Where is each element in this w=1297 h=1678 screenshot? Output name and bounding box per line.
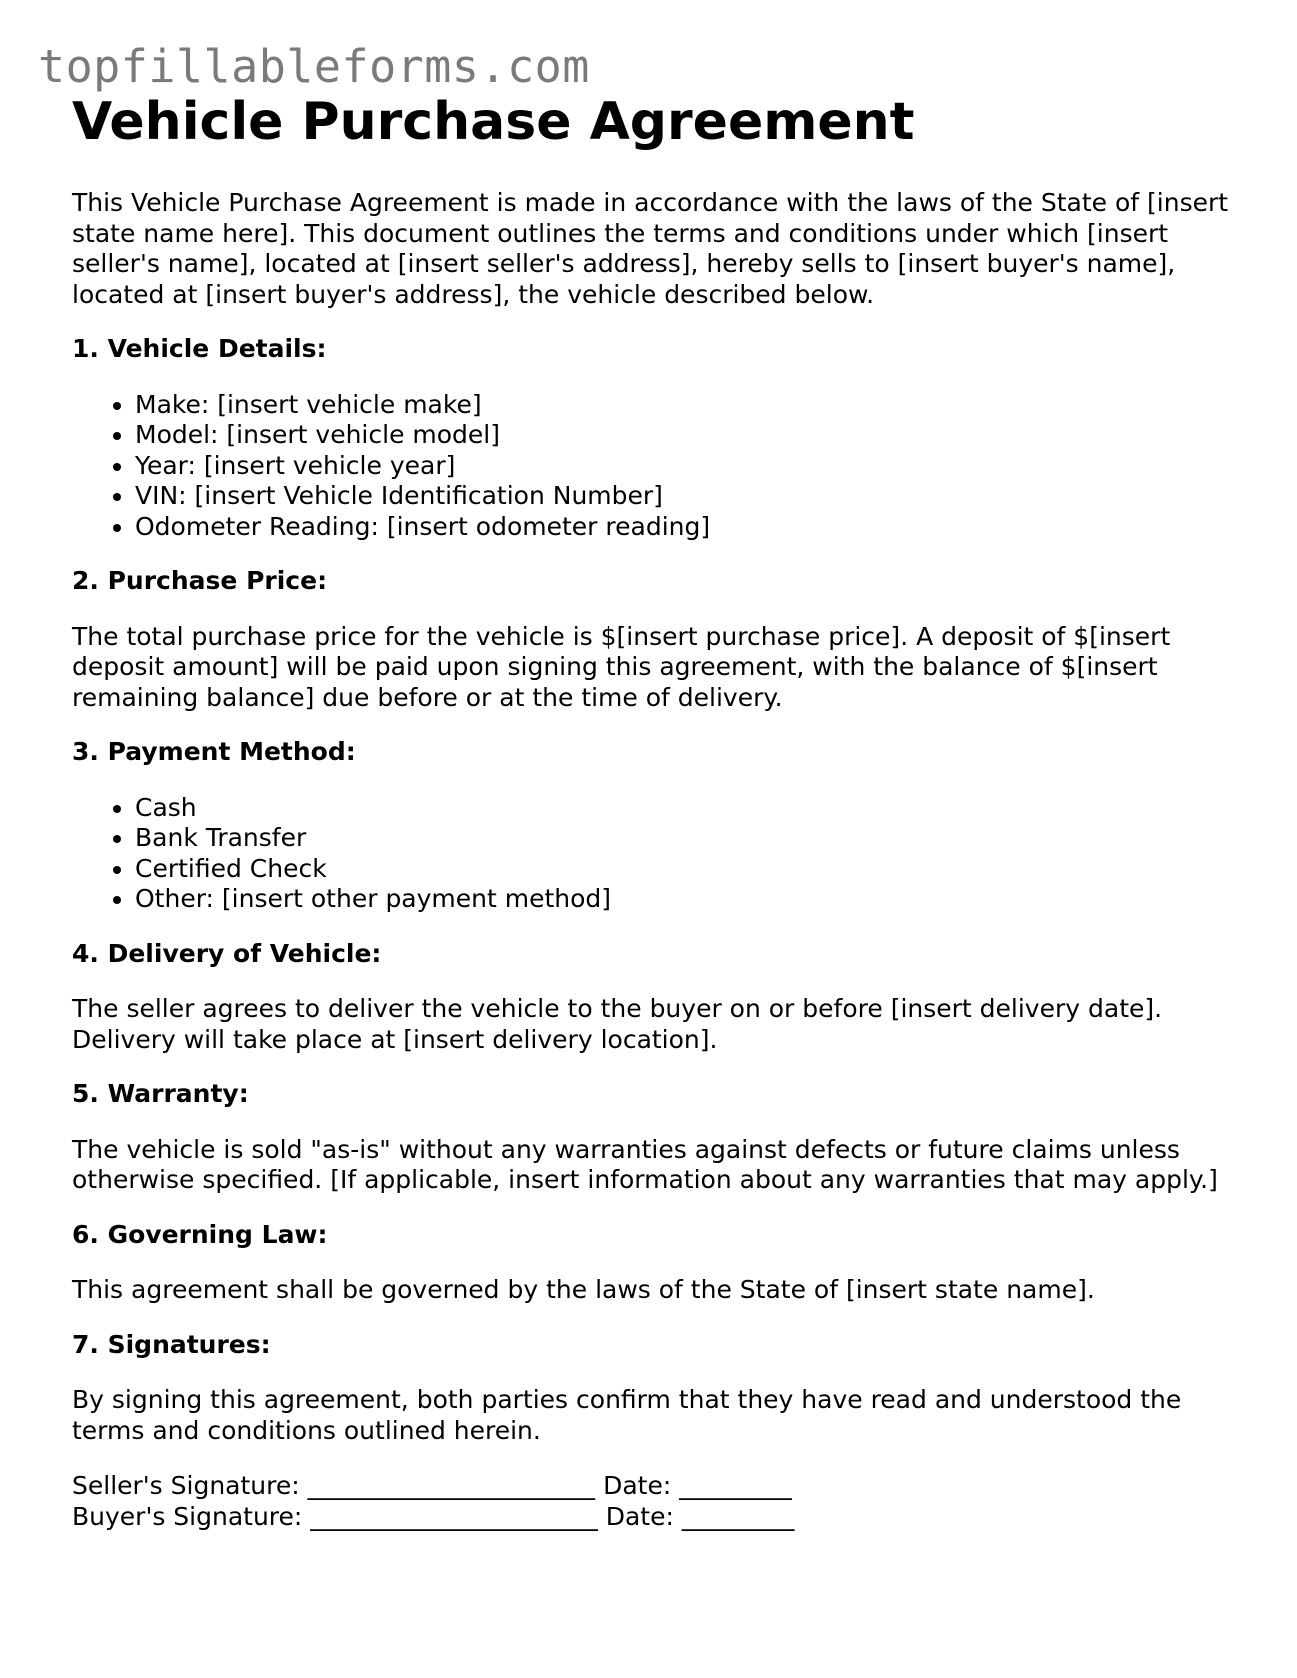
section-heading-payment-method: 3. Payment Method:: [72, 737, 356, 766]
section-heading-purchase-price: 2. Purchase Price:: [72, 566, 328, 595]
page-title: Vehicle Purchase Agreement: [72, 92, 915, 152]
buyer-signature-line: Buyer's Signature: _______________________ Date: _________: [72, 1501, 795, 1531]
list-item-other: • Other: [insert other payment method]: [135, 884, 1232, 915]
delivery-paragraph: The seller agrees to deliver the vehicle to the buyer on or before [insert delivery date]. Delivery will take place at [insert delivery location].: [72, 994, 1163, 1054]
section-heading-signatures: 7. Signatures:: [72, 1329, 271, 1359]
seller-signature-line: Seller's Signature: _______________________ Date: _________: [72, 1471, 792, 1500]
signature-block: [72, 1471, 1232, 1532]
warranty-paragraph: The vehicle is sold "as-is" without any warranties against defects or future claims unless otherwise specified. [If applicable, insert information about any warranties that may apply.]: [72, 1134, 1218, 1194]
section-vehicle-details: [72, 334, 1232, 542]
watermark-site-name: topfillableforms.com: [38, 40, 590, 93]
list-item-odometer: • Odometer Reading: [insert odometer reading]: [135, 512, 1232, 543]
list-item-cash: • Cash: [135, 793, 1232, 824]
section-heading-delivery: 4. Delivery of Vehicle:: [72, 938, 382, 968]
section-signatures: [72, 1330, 1232, 1533]
section-heading-warranty: 5. Warranty:: [72, 1079, 249, 1108]
agreement-document: [72, 86, 1232, 1532]
signatures-paragraph: By signing this agreement, both parties confirm that they have read and understood the terms and conditions outlined herein.: [72, 1385, 1182, 1445]
section-payment-method: [72, 737, 1232, 915]
intro-paragraph: This Vehicle Purchase Agreement is made in accordance with the laws of the State of [insert state name here]. This document outlines the terms and conditions under which [insert seller's name], located at [insert seller's address], hereby sells to [insert buyer's name], located at [insert buyer's address], the vehicle described below.: [72, 188, 1229, 309]
list-item-certified-check: • Certified Check: [135, 854, 1232, 885]
section-delivery: [72, 939, 1232, 1056]
payment-method-list: [72, 793, 1232, 915]
list-item-year: • Year: [insert vehicle year]: [135, 451, 1232, 482]
purchase-price-paragraph: The total purchase price for the vehicle is $[insert purchase price]. A deposit of $[insert deposit amount] will be paid upon signing this agreement, with the balance of $[insert remaining balance] due before or at the time of delivery.: [72, 621, 1171, 712]
section-warranty: [72, 1079, 1232, 1196]
section-governing-law: [72, 1220, 1232, 1306]
list-item-model: • Model: [insert vehicle model]: [135, 420, 1232, 451]
section-heading-vehicle-details: 1. Vehicle Details:: [72, 334, 327, 363]
list-item-bank-transfer: • Bank Transfer: [135, 823, 1232, 854]
list-item-vin: • VIN: [insert Vehicle Identification Number]: [135, 481, 1232, 512]
section-purchase-price: [72, 566, 1232, 713]
vehicle-details-list: [72, 390, 1232, 543]
section-heading-governing-law: 6. Governing Law:: [72, 1219, 328, 1249]
governing-law-paragraph: This agreement shall be governed by the laws of the State of [insert state name].: [72, 1275, 1095, 1304]
list-item-make: • Make: [insert vehicle make]: [135, 390, 1232, 421]
